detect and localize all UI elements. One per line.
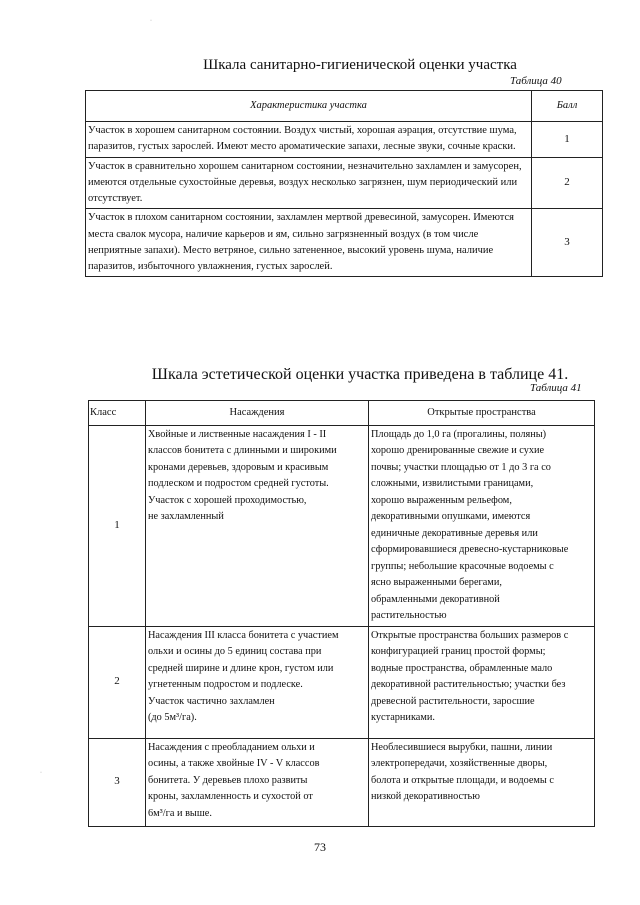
text-line: кронами деревьев, здоровым и красивым: [148, 461, 329, 473]
text-line: кустарниками.: [371, 711, 435, 723]
table-41-label: Таблица 41: [530, 382, 582, 394]
text-line: средней ширине и длине крон, густом или: [148, 662, 334, 674]
text-line: группы; небольшие красочные водоемы с: [371, 560, 554, 572]
table-41-intro: Шкала эстетической оценки участка приведена в таблице 41.: [151, 366, 569, 383]
page-number: 73: [314, 840, 326, 854]
text-line: ольхи и осины до 5 единиц состава при: [148, 646, 322, 658]
text-line: единичные декоративные деревья или: [371, 527, 538, 539]
row-description: Участок в хорошем санитарном состоянии. Воздух чистый, хорошая аэрация, отсутствие шума, паразитов, густых зарослей. Имеют место ароматические запахи, лесные звуки, сочные краски.: [86, 122, 532, 158]
text-line: хорошо выраженным рельефом,: [371, 494, 512, 506]
header-class: Класс: [89, 401, 146, 426]
row-class: 1: [89, 426, 146, 627]
text-line: Площадь до 1,0 га (прогалины, поляны): [371, 429, 547, 440]
row-class: 3: [89, 738, 146, 826]
text-line: осины, а также хвойные IV - V классов: [148, 758, 320, 770]
header-open-spaces: Открытые пространства: [369, 401, 595, 426]
header-plantings: Насаждения: [146, 401, 369, 426]
text-line: Необлесившиеся вырубки, пашни, линии: [371, 741, 553, 753]
row-open-spaces: [369, 738, 595, 826]
row-plantings: [146, 738, 369, 826]
text-line: водные пространства, обрамленные мало: [371, 662, 553, 674]
text-line: конфигурацией границ простой формы;: [371, 646, 546, 658]
table-row: [86, 157, 603, 209]
text-line: декоративной растительностью; участки без: [371, 679, 566, 691]
table-40-label: Таблица 40: [510, 75, 562, 87]
text-line: болота и открытые площади, и водоемы с: [371, 774, 554, 786]
row-score: 3: [532, 209, 603, 277]
text-line: кроны, захламленность и сухостой от: [148, 791, 313, 803]
text-line: (до 5м³/га).: [148, 711, 197, 723]
row-description: Участок в плохом санитарном состоянии, захламлен мертвой древесиной, замусорен. Имеются места свалок мусора, наличие карьеров и ям, сильно загрязненный воздух (в том числе неприятные запахи). Место ветряное, сильно затененное, высокий уровень шума, наличие паразитов, избыточного увлажнения, густых зарослей.: [86, 209, 532, 277]
table-row: [86, 122, 603, 158]
text-line: бонитета. У деревьев плохо развиты: [148, 774, 308, 786]
text-line: Открытые пространства больших размеров с: [371, 629, 569, 641]
text-line: электропередачи, хозяйственные дворы,: [371, 758, 548, 770]
text-line: почвы; участки площадью от 1 до 3 га со: [371, 461, 551, 473]
text-line: обрамленными декоративной: [371, 593, 500, 605]
text-line: не захламленный: [148, 511, 224, 523]
text-line: хорошо дренированные свежие и сухие: [371, 445, 545, 457]
table-40: [85, 90, 603, 277]
text-line: Хвойные и лиственные насаждения I - II: [148, 429, 327, 440]
table-row: [89, 626, 595, 738]
text-line: угнетенным подростом и подлеске.: [148, 679, 303, 691]
row-open-spaces: [369, 626, 595, 738]
text-line: Участок с хорошей проходимостью,: [148, 494, 307, 506]
table-row: [86, 209, 603, 277]
table-row: [89, 426, 595, 627]
text-line: Насаждения III класса бонитета с участием: [148, 629, 339, 641]
text-line: Участок частично захламлен: [148, 695, 275, 707]
header-score: Балл: [532, 91, 603, 122]
text-line: Насаждения с преобладанием ольхи и: [148, 741, 315, 753]
text-line: классов бонитета с длинными и широкими: [148, 445, 337, 457]
row-plantings: [146, 626, 369, 738]
text-line: ясно выраженными берегами,: [371, 577, 502, 589]
text-line: растительностью: [371, 610, 447, 622]
header-characteristic: Характеристика участка: [86, 91, 532, 122]
row-score: 1: [532, 122, 603, 158]
text-line: подлеском и подростом средней густоты.: [148, 478, 329, 490]
scan-dot: ·: [150, 18, 152, 24]
table-row: [89, 738, 595, 826]
row-class: 2: [89, 626, 146, 738]
text-line: низкой декоративностью: [371, 791, 480, 803]
table-41: [88, 400, 595, 827]
row-description: Участок в сравнительно хорошем санитарном состоянии, незначительно захламлен и замусорен, имеются отдельные сухостойные деревья, воздух несколько загрязнен, шум периодический или отсутствует.: [86, 157, 532, 209]
text-line: древесной растительности, заросшие: [371, 695, 535, 707]
table-header-row: [86, 91, 603, 122]
text-line: сложными, извилистыми границами,: [371, 478, 534, 490]
row-score: 2: [532, 157, 603, 209]
scan-dot: ·: [40, 770, 42, 776]
table-header-row: [89, 401, 595, 426]
table-40-title: Шкала санитарно-гигиенической оценки участка: [203, 57, 517, 73]
text-line: декоративными опушками, имеются: [371, 511, 531, 523]
row-open-spaces: [369, 426, 595, 627]
text-line: сформировавшиеся древесно-кустарниковые: [371, 544, 569, 556]
row-plantings: [146, 426, 369, 627]
text-line: 6м³/га и выше.: [148, 807, 212, 819]
